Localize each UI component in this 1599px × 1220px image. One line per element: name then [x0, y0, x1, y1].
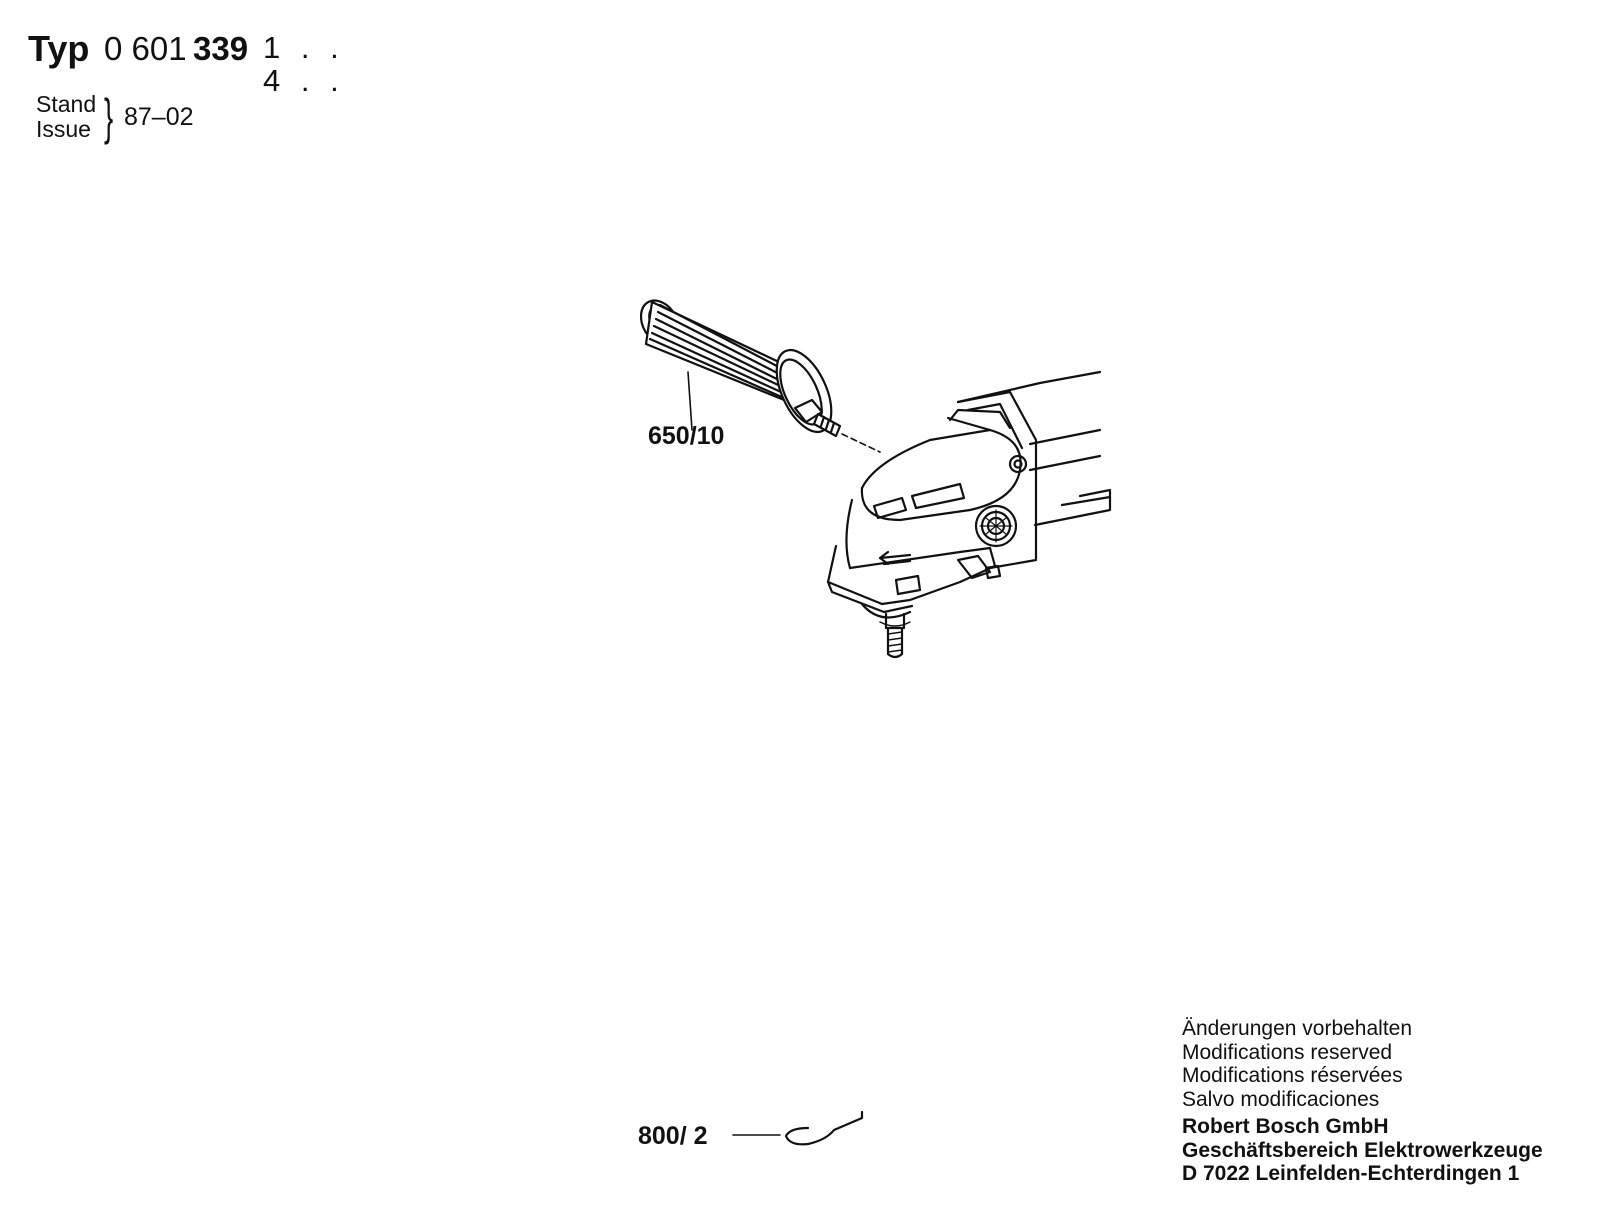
type-variant-2: 4 . .: [263, 63, 345, 98]
footer-company: Robert Bosch GmbH: [1182, 1115, 1389, 1138]
footer-notice: [1182, 1017, 1543, 1186]
type-number-main: 339: [193, 30, 249, 67]
footer-line-de: Änderungen vorbehalten: [1182, 1017, 1413, 1040]
angle-grinder: [828, 372, 1110, 657]
issue-date: 87–02: [124, 103, 194, 131]
brace-glyph: }: [104, 89, 114, 145]
footer-line-es: Salvo modificaciones: [1182, 1087, 1380, 1111]
footer-address: D 7022 Leinfelden-Echterdingen 1: [1182, 1162, 1520, 1185]
footer-division: Geschäftsbereich Elektrowerkzeuge: [1182, 1138, 1543, 1162]
footer-line-fr: Modifications réservées: [1182, 1064, 1403, 1087]
type-number-prefix: 0 601: [104, 30, 187, 67]
footer-line-en: Modifications reserved: [1182, 1040, 1393, 1064]
stand-label: Stand: [36, 91, 97, 117]
callout-key: 800/ 2: [638, 1122, 708, 1150]
issue-label: Issue: [36, 116, 91, 142]
spanner-key: [733, 1112, 862, 1144]
type-label: Typ: [28, 28, 90, 69]
callout-handle: 650/10: [648, 422, 725, 450]
type-variant-1: 1 . .: [263, 30, 345, 65]
